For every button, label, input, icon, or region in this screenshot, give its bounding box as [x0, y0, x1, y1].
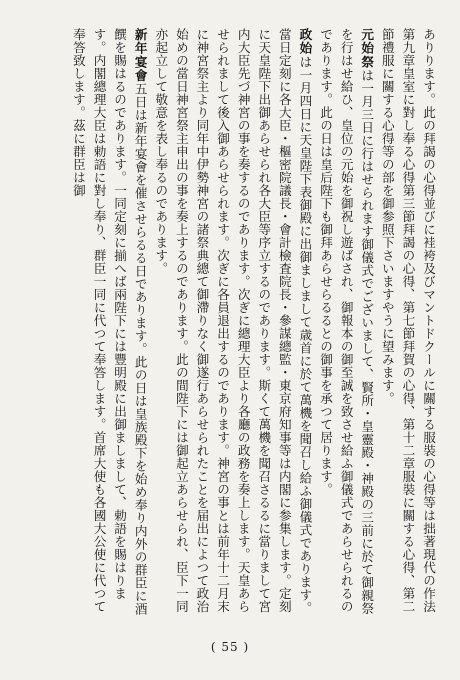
paragraph-2 — [314, 28, 376, 624]
paragraph-1 — [376, 28, 438, 624]
heading-seijihajime: 政始 — [297, 28, 313, 56]
heading-genshisai: 元始祭 — [359, 28, 375, 69]
heading-shinnen-enkai: 新年宴會 — [132, 28, 148, 83]
paragraph-1-text: ありります。此の拜謁の心得並びに袿袴及びマントドクールに關する服裝の心得等は拙著現代の作法第九章皇室に對し奉る心得第三節拜謁の心得、第七節拜賀の心得、第十二章服裝に關する心得、第二節禮服に關する心得等の部を御参照下さいますやうに望みます。 — [379, 28, 436, 613]
paragraph-3 — [150, 28, 315, 624]
paragraph-3-text: は一月四日に天皇陛下表御殿に出御ましまして歳首に於て萬機を聞召し給ふ御儀式であります。當日定刻に各大臣・樞密院議長・會計檢査院長・參謀總監・東京府知事等は内閣に参集します。定刻に天皇陛下出御あらせられ各大臣等序立するのであります。斯くて萬機を聞召さるるに當りまして宮内大臣先づ神宮の事を奏するのであります。次ぎに總理大臣より各廳の政務を奏上します。天皇あらせられまして後入御あらせられます。次ぎに各員退出するのであります。神宮の事とは前年十二月末に神宮祭主より同年中伊勢神宮の諸祭典總て御滯りなく御遂行あらせられたことを届出によつて政治始めの當日神宮祭主申出の事を奏上するのであります。此の間陛下には御起立あらせられ、臣下一同亦起立して敬意を表し奉るのであります。 — [153, 28, 313, 615]
paragraph-4-text: 五日は新年宴會を催させらるる日であります。此の日は皇族殿下を始め奉り内外の群臣に酒饌を賜はるのであります。一同定刻に揃へば兩陛下には豐明殿に出御ましまして、勅語を賜はります。内閣總理大臣は勅語に對し奉り、群臣一同に代つて奉答します。首席大使も各國大公使に代つて奉答致します。茲に群臣は御 — [70, 28, 148, 616]
page-number: ( 55 ) — [210, 640, 250, 654]
paragraph-4 — [67, 28, 149, 624]
paragraph-2-text: は一月三日に行はせられます御儀式でございまして、賢所・皇靈殿・神殿の三前に於て御親祭を行はせ給ひ、皇位の元始を御祝し遊ばされ、御報本の御至誠を致させ給ふ御儀式であらせられるのであります。此の日は皇后陛下も御拜あらせらるるとの御事を承つて居ります。 — [318, 28, 375, 615]
body-text — [66, 28, 438, 624]
